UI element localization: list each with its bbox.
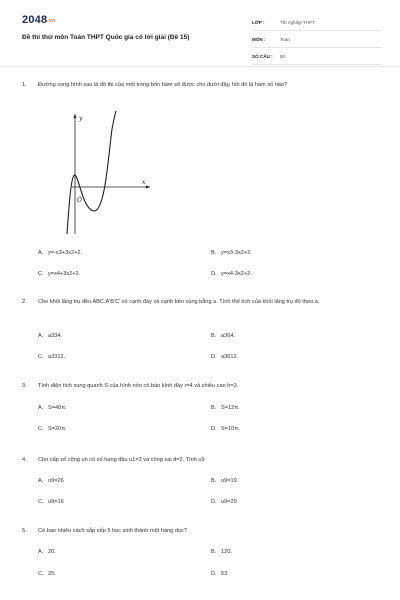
x-axis-label: x: [142, 179, 146, 186]
question-number: 2.: [22, 299, 27, 305]
option-text: u9=19: [221, 478, 237, 484]
document-title: Đề thi thử môn Toán THPT Quốc gia có lời giải (Đề 15): [22, 34, 190, 41]
y-axis-label: y: [79, 115, 83, 122]
option-letter: A.: [38, 549, 44, 555]
option-c[interactable]: [38, 271, 80, 277]
meta-row-count: [252, 48, 382, 65]
function-graph: [64, 111, 154, 236]
option-d[interactable]: [211, 571, 227, 577]
question-text: Có bao nhiêu cách sắp xếp 5 học sinh thành một hàng dọc?: [38, 528, 187, 534]
option-text: 25.: [48, 571, 56, 577]
y-axis-arrow: [73, 114, 76, 118]
question-text: Cho khối lăng trụ đều ABC.A'B'C' có cạnh đáy và cạnh bên cùng bằng a. Tính thể tích của khối lăng trụ đó theo a.: [38, 299, 320, 305]
option-b[interactable]: [211, 549, 232, 555]
option-b[interactable]: [211, 405, 240, 411]
option-text: a3312.: [48, 354, 66, 360]
meta-key: MÔN :: [252, 36, 266, 42]
option-d[interactable]: [211, 426, 240, 432]
option-c[interactable]: [38, 354, 65, 360]
option-b[interactable]: [211, 333, 235, 339]
meta-key: SỐ CÂU :: [252, 53, 273, 59]
option-letter: A.: [38, 405, 44, 411]
option-b[interactable]: [211, 250, 252, 256]
option-letter: D.: [211, 271, 217, 277]
option-text: y=-x3+3x2+2.: [48, 250, 83, 256]
option-text: a364.: [221, 333, 235, 339]
origin-label: O: [77, 197, 82, 204]
site-logo[interactable]: [22, 14, 55, 26]
option-text: S=20π.: [48, 426, 67, 432]
option-letter: C.: [38, 354, 44, 360]
option-b[interactable]: [211, 478, 237, 484]
option-letter: D.: [211, 571, 217, 577]
option-text: S=40π.: [48, 405, 67, 411]
option-letter: A.: [38, 250, 44, 256]
option-letter: C.: [38, 271, 44, 277]
logo-suffix: .vn: [47, 18, 56, 24]
option-a[interactable]: [38, 333, 62, 339]
option-text: u9=26: [48, 478, 64, 484]
cubic-curve: [67, 111, 116, 234]
meta-row-class: [252, 14, 382, 31]
logo-text: 2048: [22, 14, 48, 26]
question-number: 5.: [22, 528, 27, 534]
option-letter: B.: [211, 333, 217, 339]
question-number: 1.: [22, 82, 27, 88]
option-letter: B.: [211, 478, 217, 484]
option-text: u9=29: [221, 499, 237, 505]
option-letter: D.: [211, 499, 217, 505]
option-letter: C.: [38, 499, 44, 505]
option-d[interactable]: [211, 499, 237, 505]
question-text: Đường cong hình sau là đồ thị của một trong bốn hàm số được cho dưới đây, hỏi đó là hàm số nào?: [38, 82, 288, 88]
option-a[interactable]: [38, 478, 64, 484]
option-text: y=x4+3x2+2.: [48, 271, 81, 277]
option-letter: B.: [211, 549, 217, 555]
meta-value: 50: [280, 53, 286, 59]
option-text: 53: [221, 571, 228, 577]
option-text: u9=16: [48, 499, 64, 505]
option-letter: C.: [38, 426, 44, 432]
option-letter: D.: [211, 426, 217, 432]
option-letter: B.: [211, 250, 217, 256]
option-letter: A.: [38, 333, 44, 339]
option-d[interactable]: [211, 354, 238, 360]
meta-value: Tốt nghiệp THPT: [280, 19, 315, 25]
meta-key: LỚP :: [252, 19, 265, 25]
option-c[interactable]: [38, 571, 56, 577]
option-text: a334.: [48, 333, 62, 339]
question-text: Cho cấp số cộng un có số hạng đầu u1=3 và công sai d=2. Tính u9: [38, 457, 205, 463]
option-text: S=10π.: [221, 426, 240, 432]
meta-info: [252, 14, 382, 65]
option-letter: C.: [38, 571, 44, 577]
x-axis-arrow: [146, 185, 150, 188]
option-text: y=x3-3x2+2.: [221, 250, 252, 256]
page-header: [0, 0, 400, 66]
option-c[interactable]: [38, 499, 64, 505]
question-number: 4.: [22, 457, 27, 463]
option-text: S=12π.: [221, 405, 240, 411]
option-text: 120.: [221, 549, 232, 555]
option-letter: A.: [38, 478, 44, 484]
option-text: a3612.: [221, 354, 239, 360]
option-d[interactable]: [211, 271, 252, 277]
question-number: 3.: [22, 383, 27, 389]
option-a[interactable]: [38, 250, 82, 256]
meta-row-subject: [252, 31, 382, 48]
option-c[interactable]: [38, 426, 67, 432]
option-text: y=x4-3x2+2.: [221, 271, 252, 277]
question-text: Tính diện tích xung quanh S của hình nón có bán kính đáy r=4 và chiều cao h=3.: [38, 383, 239, 389]
meta-value: Toán: [280, 36, 290, 42]
header-divider: [0, 66, 400, 67]
option-letter: D.: [211, 354, 217, 360]
option-a[interactable]: [38, 549, 56, 555]
option-a[interactable]: [38, 405, 67, 411]
option-text: 20.: [48, 549, 56, 555]
option-letter: B.: [211, 405, 217, 411]
